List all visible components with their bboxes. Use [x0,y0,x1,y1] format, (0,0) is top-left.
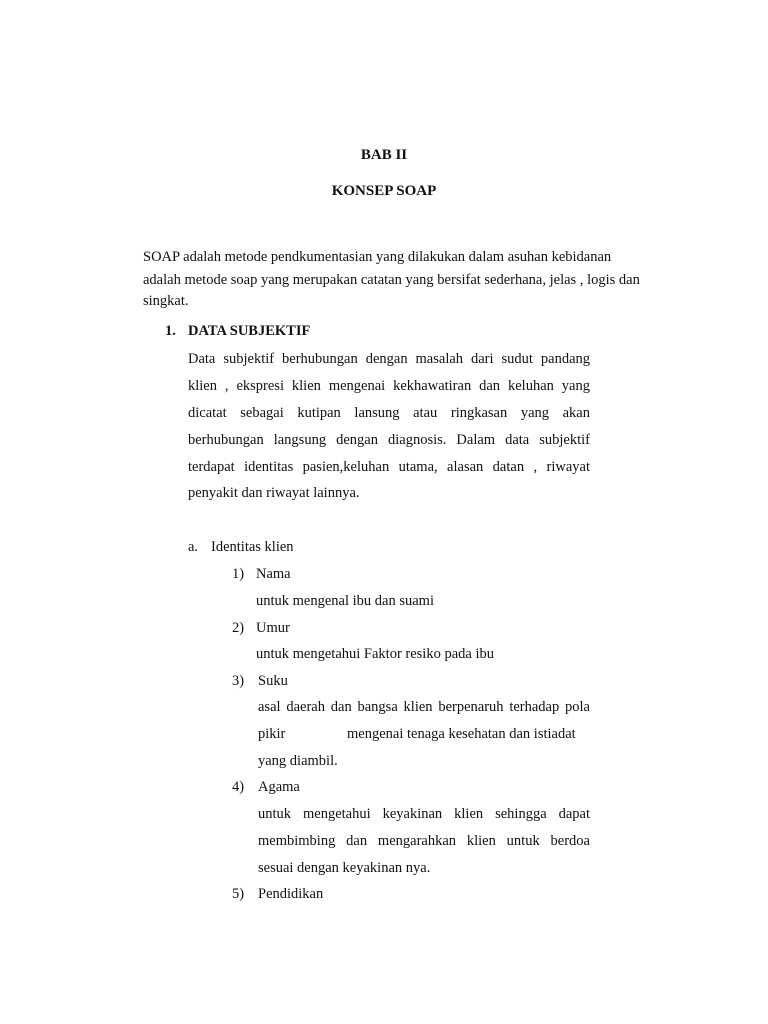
item-description: yang diambil. [258,753,338,769]
section-heading: DATA SUBJEKTIF [188,323,311,339]
paragraph-line: dicatat sebagai kutipan lansung atau ringkasan yang akan [188,405,590,421]
chapter-heading: BAB II [360,147,408,163]
paragraph-line: penyakit dan riwayat lainnya. [188,485,360,501]
chapter-title: KONSEP SOAP [331,183,437,199]
paragraph-line: klien , ekspresi klien mengenai kekhawatiran dan keluhan yang [188,378,590,394]
item-marker: 3) [232,673,245,689]
item-description: pikir [258,726,286,742]
item-description: untuk mengetahui Faktor resiko pada ibu [256,646,494,662]
item-marker: 2) [232,620,245,636]
subsection-marker: a. [188,539,199,555]
item-marker: 1) [232,566,245,582]
intro-line-2: adalah metode soap yang merupakan catatan yang bersifat sederhana, jelas , logis dan [143,272,640,288]
item-label: Nama [256,566,291,582]
item-description: sesuai dengan keyakinan nya. [258,860,431,876]
item-marker: 4) [232,779,245,795]
paragraph-line: berhubungan langsung dengan diagnosis. Dalam data subjektif [188,432,590,448]
item-description: untuk mengenal ibu dan suami [256,593,434,609]
item-label: Suku [258,673,288,689]
item-label: Pendidikan [258,886,324,902]
item-description: mengenai tenaga kesehatan dan istiadat [347,726,576,742]
item-label: Agama [258,779,300,795]
paragraph-line: terdapat identitas pasien,keluhan utama, alasan datan , riwayat [188,459,590,475]
item-description: untuk mengetahui keyakinan klien sehingga dapat [258,806,590,822]
item-description: membimbing dan mengarahkan klien untuk berdoa [258,833,590,849]
subsection-label: Identitas klien [211,539,294,555]
section-number: 1. [165,323,176,339]
intro-line-3: singkat. [143,293,189,309]
paragraph-line: Data subjektif berhubungan dengan masalah dari sudut pandang [188,351,590,367]
item-marker: 5) [232,886,245,902]
intro-line-1: SOAP adalah metode pendkumentasian yang dilakukan dalam asuhan kebidanan [143,249,612,265]
item-label: Umur [256,620,290,636]
item-description: asal daerah dan bangsa klien berpenaruh terhadap pola [258,699,590,715]
